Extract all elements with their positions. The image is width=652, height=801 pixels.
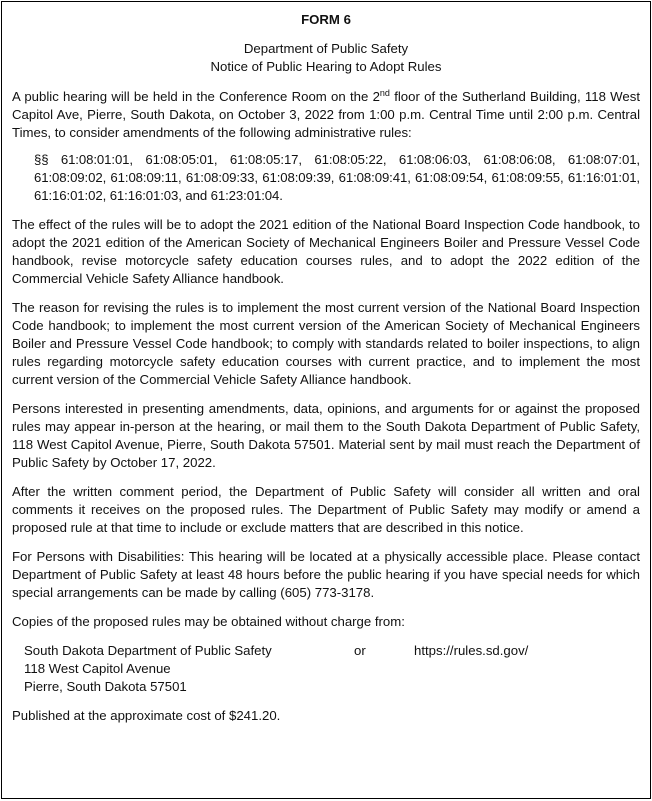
contact-block (24, 642, 640, 696)
after-paragraph: After the written comment period, the Department of Public Safety will consider all written and oral comments it receives on the proposed rules. The Department of Public Safety may modify or amend a proposed rule at that time to include or exclude matters that are described in this notice. (12, 484, 640, 535)
rules-website-link[interactable]: https://rules.sd.gov/ (414, 643, 529, 658)
notice-title: Notice of Public Hearing to Adopt Rules (210, 59, 442, 74)
persons-paragraph: Persons interested in presenting amendments, data, opinions, and arguments for or against the proposed rules may appear in-person at the hearing, or mail them to the South Dakota Department of Public Safety, 118 West Capitol Avenue, Pierre, South Dakota 57501. Material sent by mail must reach the Department of Public Safety by October 17, 2022. (12, 401, 640, 470)
published-cost: Published at the approximate cost of $241.20. (12, 708, 281, 723)
form-title: FORM 6 (301, 12, 351, 27)
intro-paragraph: A public hearing will be held in the Conference Room on the 2nd floor of the Sutherland Building, 118 West Capitol Ave, Pierre, South Dakota, on October 3, 2022 from 1:00 p.m. Central Time until 2:00 p.m. Central Times, to consider amendments of the following administrative rules: (12, 88, 640, 140)
or-separator: or (354, 643, 366, 658)
reason-paragraph: The reason for revising the rules is to implement the most current version of the National Board Inspection Code handbook; to implement the most current version of the American Society of Mechanical Engineers Boiler and Pressure Vessel Code handbook; to comply with standards related to boiler inspections, to align rules regarding motorcycle safety education courses with current practice, and to implement the most current version of the Commercial Vehicle Safety Alliance handbook. (12, 300, 640, 387)
department-name: Department of Public Safety (243, 41, 409, 56)
address-line: 118 West Capitol Avenue (24, 661, 171, 676)
rules-list: §§ 61:08:01:01, 61:08:05:01, 61:08:05:17, 61:08:05:22, 61:08:06:03, 61:08:06:08, 61:08:07:01, 61:08:09:02, 61:08:09:11, 61:08:09:33, 61:08:09:39, 61:08:09:41, 61:08:09:54, 61:08:09:55, 61:16:01:01, 61:16:01:02, 61:16:01:03, and 61:23:01:04. (34, 152, 640, 203)
address-line: Pierre, South Dakota 57501 (24, 679, 187, 694)
notice-page (1, 1, 651, 799)
effect-paragraph: The effect of the rules will be to adopt the 2021 edition of the National Board Inspection Code handbook, to adopt the 2021 edition of the American Society of Mechanical Engineers Boiler and Pressure Vessel Code handbook, revise motorcycle safety education courses rules, and to adopt the 2022 edition of the Commercial Vehicle Safety Alliance handbook. (12, 217, 640, 286)
disabilities-paragraph: For Persons with Disabilities: This hearing will be located at a physically accessible place. Please contact Department of Public Safety at least 48 hours before the public hearing if you have special needs for which special arrangements can be made by calling (605) 773-3178. (12, 549, 640, 600)
copies-paragraph: Copies of the proposed rules may be obtained without charge from: (12, 614, 405, 629)
notice-header (12, 40, 640, 76)
mailing-address (24, 642, 354, 696)
address-line: South Dakota Department of Public Safety (24, 643, 272, 658)
